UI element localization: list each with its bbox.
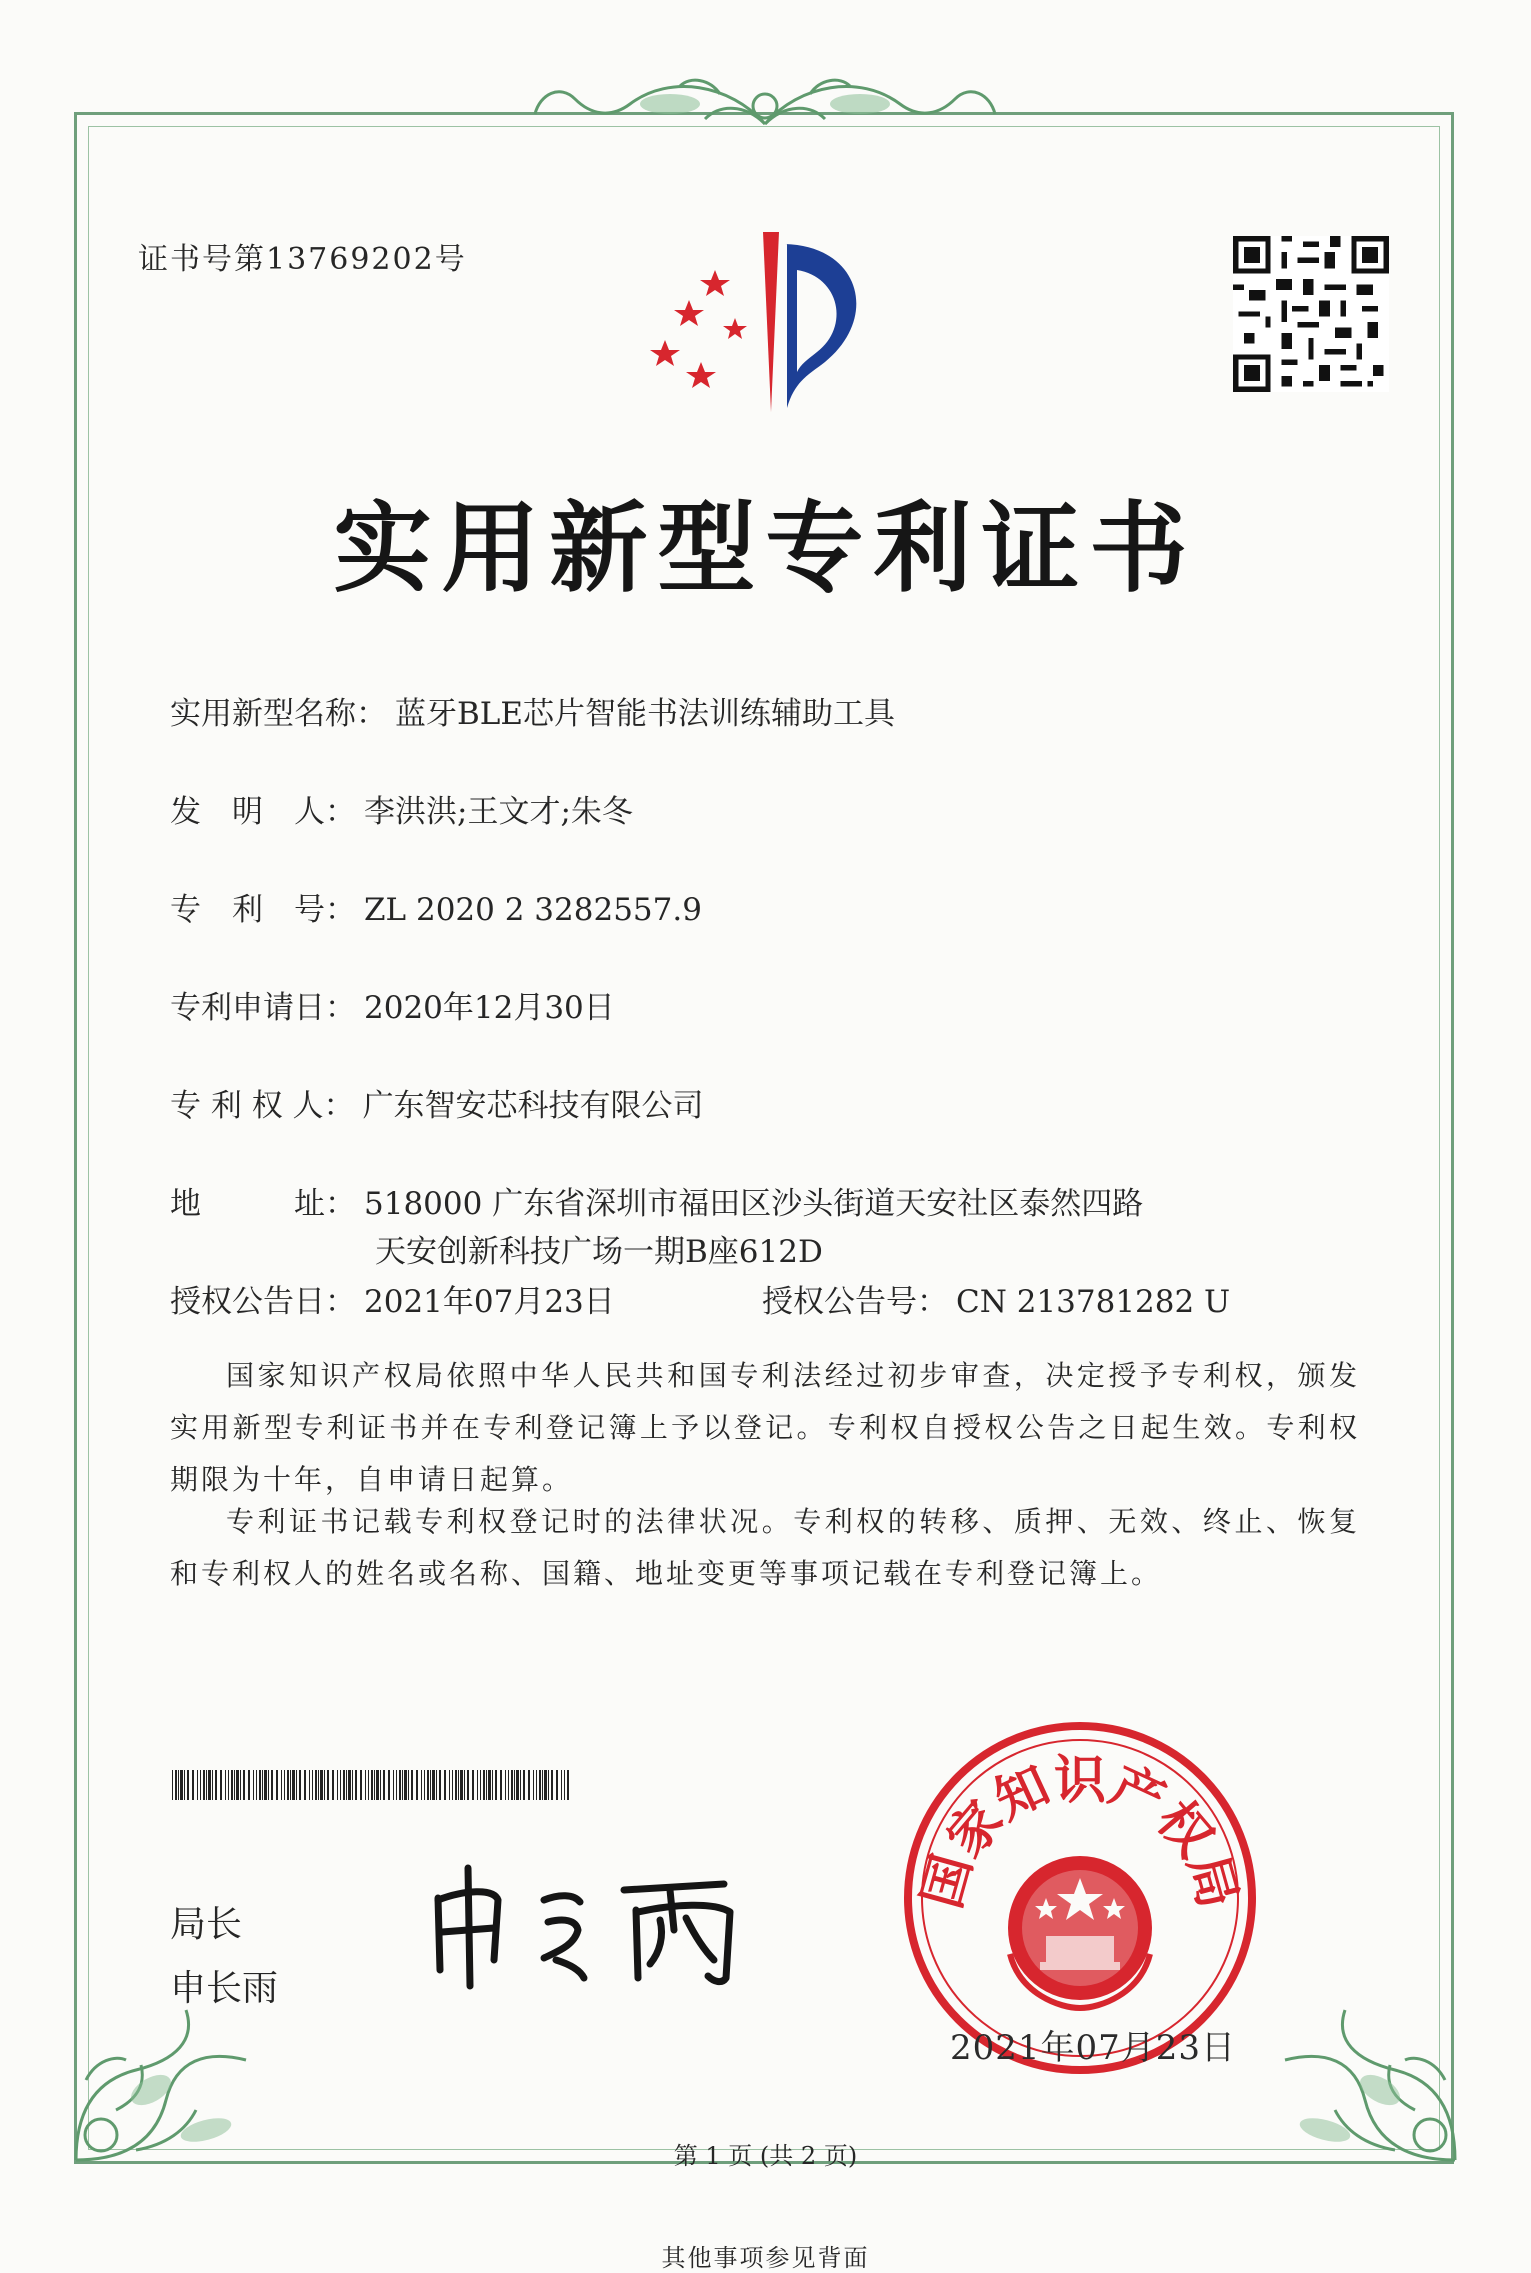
- field-inventor: [170, 786, 633, 831]
- field-label: 专 利 权 人：: [170, 1088, 355, 1124]
- field-label: 授权公告日：: [170, 1284, 356, 1320]
- field-value: 2021年07月23日: [364, 1284, 615, 1320]
- page-number: 第 1 页 (共 2 页): [673, 2142, 858, 2170]
- qr-code: [1233, 236, 1389, 392]
- seal-text: 国家知识产权局: [912, 1751, 1248, 1915]
- field-value: 蓝牙BLE芯片智能书法训练辅助工具: [395, 696, 895, 732]
- field-address-line2: 天安创新科技广场一期B座612D: [375, 1234, 823, 1270]
- field-grant-number: [762, 1276, 1230, 1321]
- field-label: 发 明 人：: [170, 794, 356, 830]
- body-paragraph-1: 国家知识产权局依照中华人民共和国专利法经过初步审查，决定授予专利权，颁发实用新型专利证书并在专利登记簿上予以登记。专利权自授权公告之日起生效。专利权期限为十年，自申请日起算。: [170, 1359, 1360, 1496]
- body-paragraph-2: 专利证书记载专利权登记时的法律状况。专利权的转移、质押、无效、终止、恢复和专利权人的姓名或名称、国籍、地址变更等事项记载在专利登记簿上。: [170, 1505, 1360, 1590]
- field-patent-number: [170, 884, 702, 929]
- certificate-number: 证书号第13769202号: [138, 242, 467, 277]
- field-value: ZL 2020 2 3282557.9: [364, 892, 702, 928]
- national-emblem-icon: [1008, 1856, 1152, 2008]
- field-label: 实用新型名称：: [170, 696, 387, 732]
- field-grant-date: [170, 1276, 615, 1321]
- field-address: [170, 1178, 1143, 1223]
- field-value: 2020年12月30日: [364, 990, 615, 1026]
- field-value: 518000 广东省深圳市福田区沙头街道天安社区泰然四路: [364, 1186, 1144, 1222]
- field-value: 李洪洪;王文才;朱冬: [364, 794, 633, 830]
- field-value: 广东智安芯科技有限公司: [362, 1088, 704, 1124]
- field-label: 专利申请日：: [170, 990, 356, 1026]
- seal-date: 2021年07月23日: [950, 2028, 1237, 2068]
- field-application-date: [170, 982, 615, 1027]
- top-ornament: [520, 64, 1010, 154]
- field-label: 授权公告号：: [762, 1284, 948, 1320]
- handwritten-signature: [424, 1860, 764, 1990]
- footer-note: 其他事项参见背面: [661, 2244, 870, 2272]
- barcode: [172, 1770, 570, 1800]
- director-title: 局长: [170, 1904, 243, 1945]
- field-label: 专 利 号：: [170, 892, 356, 928]
- director-name: 申长雨: [170, 1968, 279, 2009]
- cnipa-logo: [645, 222, 885, 422]
- field-utility-model-name: [170, 688, 895, 733]
- field-label: 地 址：: [170, 1186, 356, 1222]
- certificate-title: 实用新型专利证书: [333, 491, 1198, 606]
- field-value: CN 213781282 U: [956, 1284, 1231, 1320]
- field-patentee: [170, 1080, 704, 1125]
